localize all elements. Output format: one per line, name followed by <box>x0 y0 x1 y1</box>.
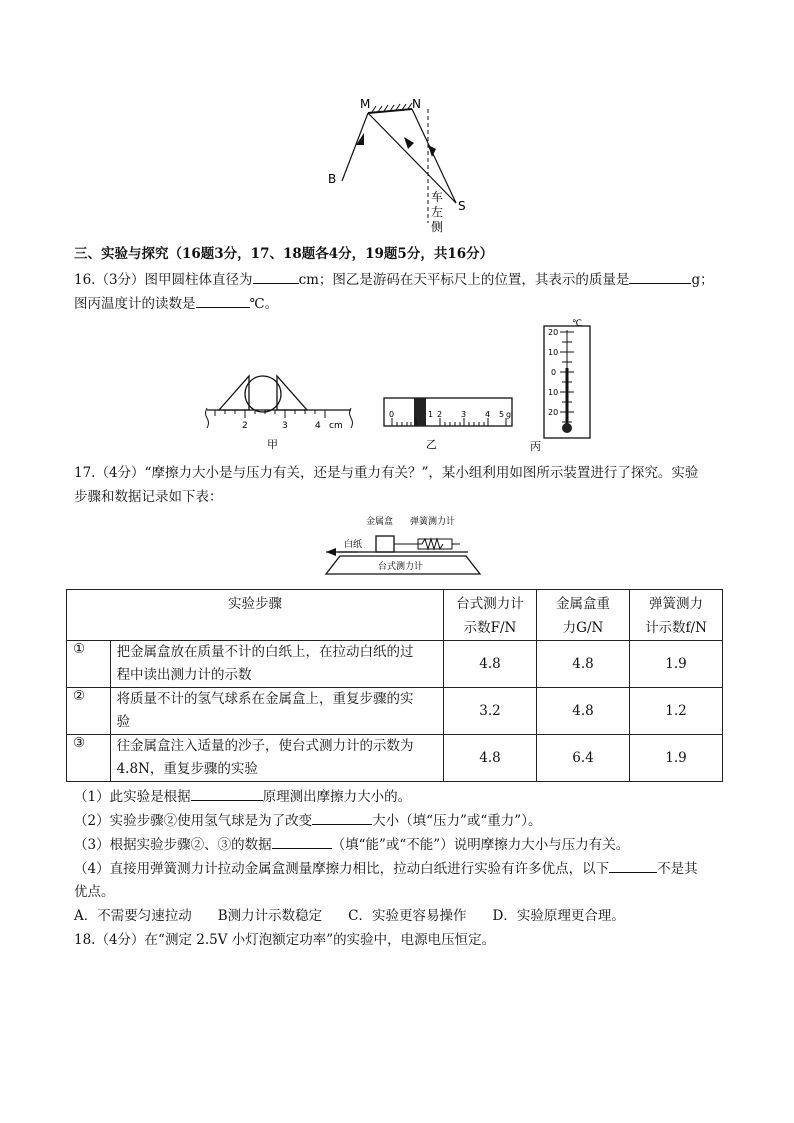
yi-tick-3: 3 <box>461 410 467 419</box>
q16-line2-prefix: 图丙温度计的读数是 <box>74 296 196 312</box>
q17-blank-change[interactable] <box>312 811 372 825</box>
q17-line1: 17.（4分）“摩擦力大小是与压力有关，还是与重力有关？”，某小组利用如图所示装置进行了探究。实验 <box>74 465 699 481</box>
figure-jia-ruler <box>205 372 355 450</box>
choice-b: B测力计示数稳定 <box>217 908 323 924</box>
bing-tick-20-top: 20 <box>548 328 559 337</box>
bing-unit: ℃ <box>572 319 583 329</box>
label-car: 车 <box>431 190 444 204</box>
q17-data-table <box>66 589 723 782</box>
q17-choices <box>74 907 625 925</box>
row-f-value: 4.8 <box>444 735 537 782</box>
q16-line2 <box>74 294 278 313</box>
yi-tick-g: g <box>506 410 512 419</box>
row-step-text: 往金属盒注入适量的沙子，使台式测力计的示数为 4.8N，重复步骤的实验 <box>110 735 443 782</box>
q16-blank-temp[interactable] <box>196 294 250 308</box>
yi-caption: 乙 <box>426 438 437 451</box>
q16-blank-diameter[interactable] <box>253 270 299 284</box>
row-index: ① <box>67 641 111 688</box>
row-step-text: 将质量不计的氢气球系在金属盒上，重复步骤的实 验 <box>110 688 443 735</box>
label-b: B <box>328 172 337 186</box>
jia-tick-cm: cm <box>329 421 343 431</box>
label-n: N <box>412 97 421 111</box>
label-metal-box: 金属盒 <box>366 517 394 527</box>
header-f: 台式测力计 示数F/N <box>444 590 537 641</box>
jia-tick-2: 2 <box>242 421 248 431</box>
jia-tick-4: 4 <box>315 421 321 431</box>
q17-blank-option[interactable] <box>609 859 657 873</box>
q16-unit2: g； <box>691 272 714 288</box>
yi-tick-4: 4 <box>485 410 491 419</box>
row-friction-value: 1.9 <box>630 641 723 688</box>
q17-apparatus-figure <box>318 512 488 578</box>
jia-caption: 甲 <box>267 438 278 450</box>
yi-tick-2: 2 <box>437 410 443 419</box>
yi-tick-5: 5 <box>499 410 505 419</box>
bing-tick-10-bottom: 10 <box>548 388 559 397</box>
choice-a: A．不需要匀速拉动 <box>74 908 192 924</box>
q17-sub3: （3）根据实验步骤②、③的数据 （填“能”或“不能”）说明摩擦力大小与压力有关。 <box>74 837 630 853</box>
row-friction-value: 1.9 <box>630 735 723 782</box>
bing-tick-10-top: 10 <box>548 348 559 357</box>
table-row <box>67 688 723 735</box>
q17-blank-can[interactable] <box>272 835 332 849</box>
jia-tick-3: 3 <box>282 421 288 431</box>
row-index: ② <box>67 688 111 735</box>
header-friction: 弹簧测力 计示数f/N <box>630 590 723 641</box>
row-index: ③ <box>67 735 111 782</box>
mirror-reflection-figure <box>320 95 480 240</box>
q16-line1 <box>74 270 714 289</box>
q17-sub2: （2）实验步骤②使用氢气球是为了改变 大小（填“压力”或“重力”）。 <box>74 813 542 829</box>
row-g-value: 6.4 <box>537 735 630 782</box>
q16-part1: 16.（3分）图甲圆柱体直径为 <box>74 272 253 288</box>
label-platform-scale: 台式测力计 <box>378 562 424 572</box>
bing-caption: 丙 <box>530 440 541 453</box>
row-step-text: 把金属盒放在质量不计的白纸上，在拉动白纸的过 程中读出测力计的示数 <box>110 641 443 688</box>
bing-tick-20-bottom: 20 <box>548 408 559 417</box>
label-m: M <box>360 97 371 111</box>
row-g-value: 4.8 <box>537 688 630 735</box>
q18-line: 18.（4分）在“测定 2.5V 小灯泡额定功率”的实验中，电源电压恒定。 <box>74 932 496 948</box>
q17-sub4: （4）直接用弹簧测力计拉动金属盒测量摩擦力相比，拉动白纸进行实验有许多优点，以下 不是其 <box>74 861 698 877</box>
label-white-paper: 白纸 <box>344 540 363 550</box>
label-s: S <box>458 199 466 213</box>
yi-tick-1: 1 <box>428 410 434 419</box>
row-friction-value: 1.2 <box>630 688 723 735</box>
choice-d: D．实验原理更合理。 <box>492 908 625 924</box>
label-left: 左 <box>431 205 444 219</box>
row-g-value: 4.8 <box>537 641 630 688</box>
bing-tick-0: 0 <box>551 368 557 377</box>
q16-unit3: ℃。 <box>249 296 279 312</box>
row-f-value: 3.2 <box>444 688 537 735</box>
table-row <box>67 735 723 782</box>
q16-unit1: cm；图乙是游码在天平标尺上的位置，其表示的质量是 <box>298 272 630 288</box>
q16-blank-mass[interactable] <box>629 270 691 284</box>
figure-bing-thermometer <box>528 318 600 454</box>
choice-c: C．实验更容易操作 <box>348 908 467 924</box>
header-g: 金属盒重 力G/N <box>537 590 630 641</box>
header-steps: 实验步骤 <box>67 590 444 641</box>
label-side: 侧 <box>431 220 444 234</box>
table-header-row <box>67 590 723 641</box>
row-f-value: 4.8 <box>444 641 537 688</box>
q17-sub4-cont: 优点。 <box>74 884 115 900</box>
label-spring-scale: 弹簧测力计 <box>410 517 456 527</box>
figure-yi-rider <box>382 396 522 456</box>
q17-blank-principle[interactable] <box>191 787 263 801</box>
table-row <box>67 641 723 688</box>
section-heading: 三、实验与探究（16题3分，17、18题各4分，19题5分，共16分） <box>74 246 494 262</box>
q17-line2: 步骤和数据记录如下表： <box>74 489 223 505</box>
q17-sub1: （1）此实验是根据 原理测出摩擦力大小的。 <box>74 789 412 805</box>
yi-tick-0: 0 <box>389 410 395 419</box>
